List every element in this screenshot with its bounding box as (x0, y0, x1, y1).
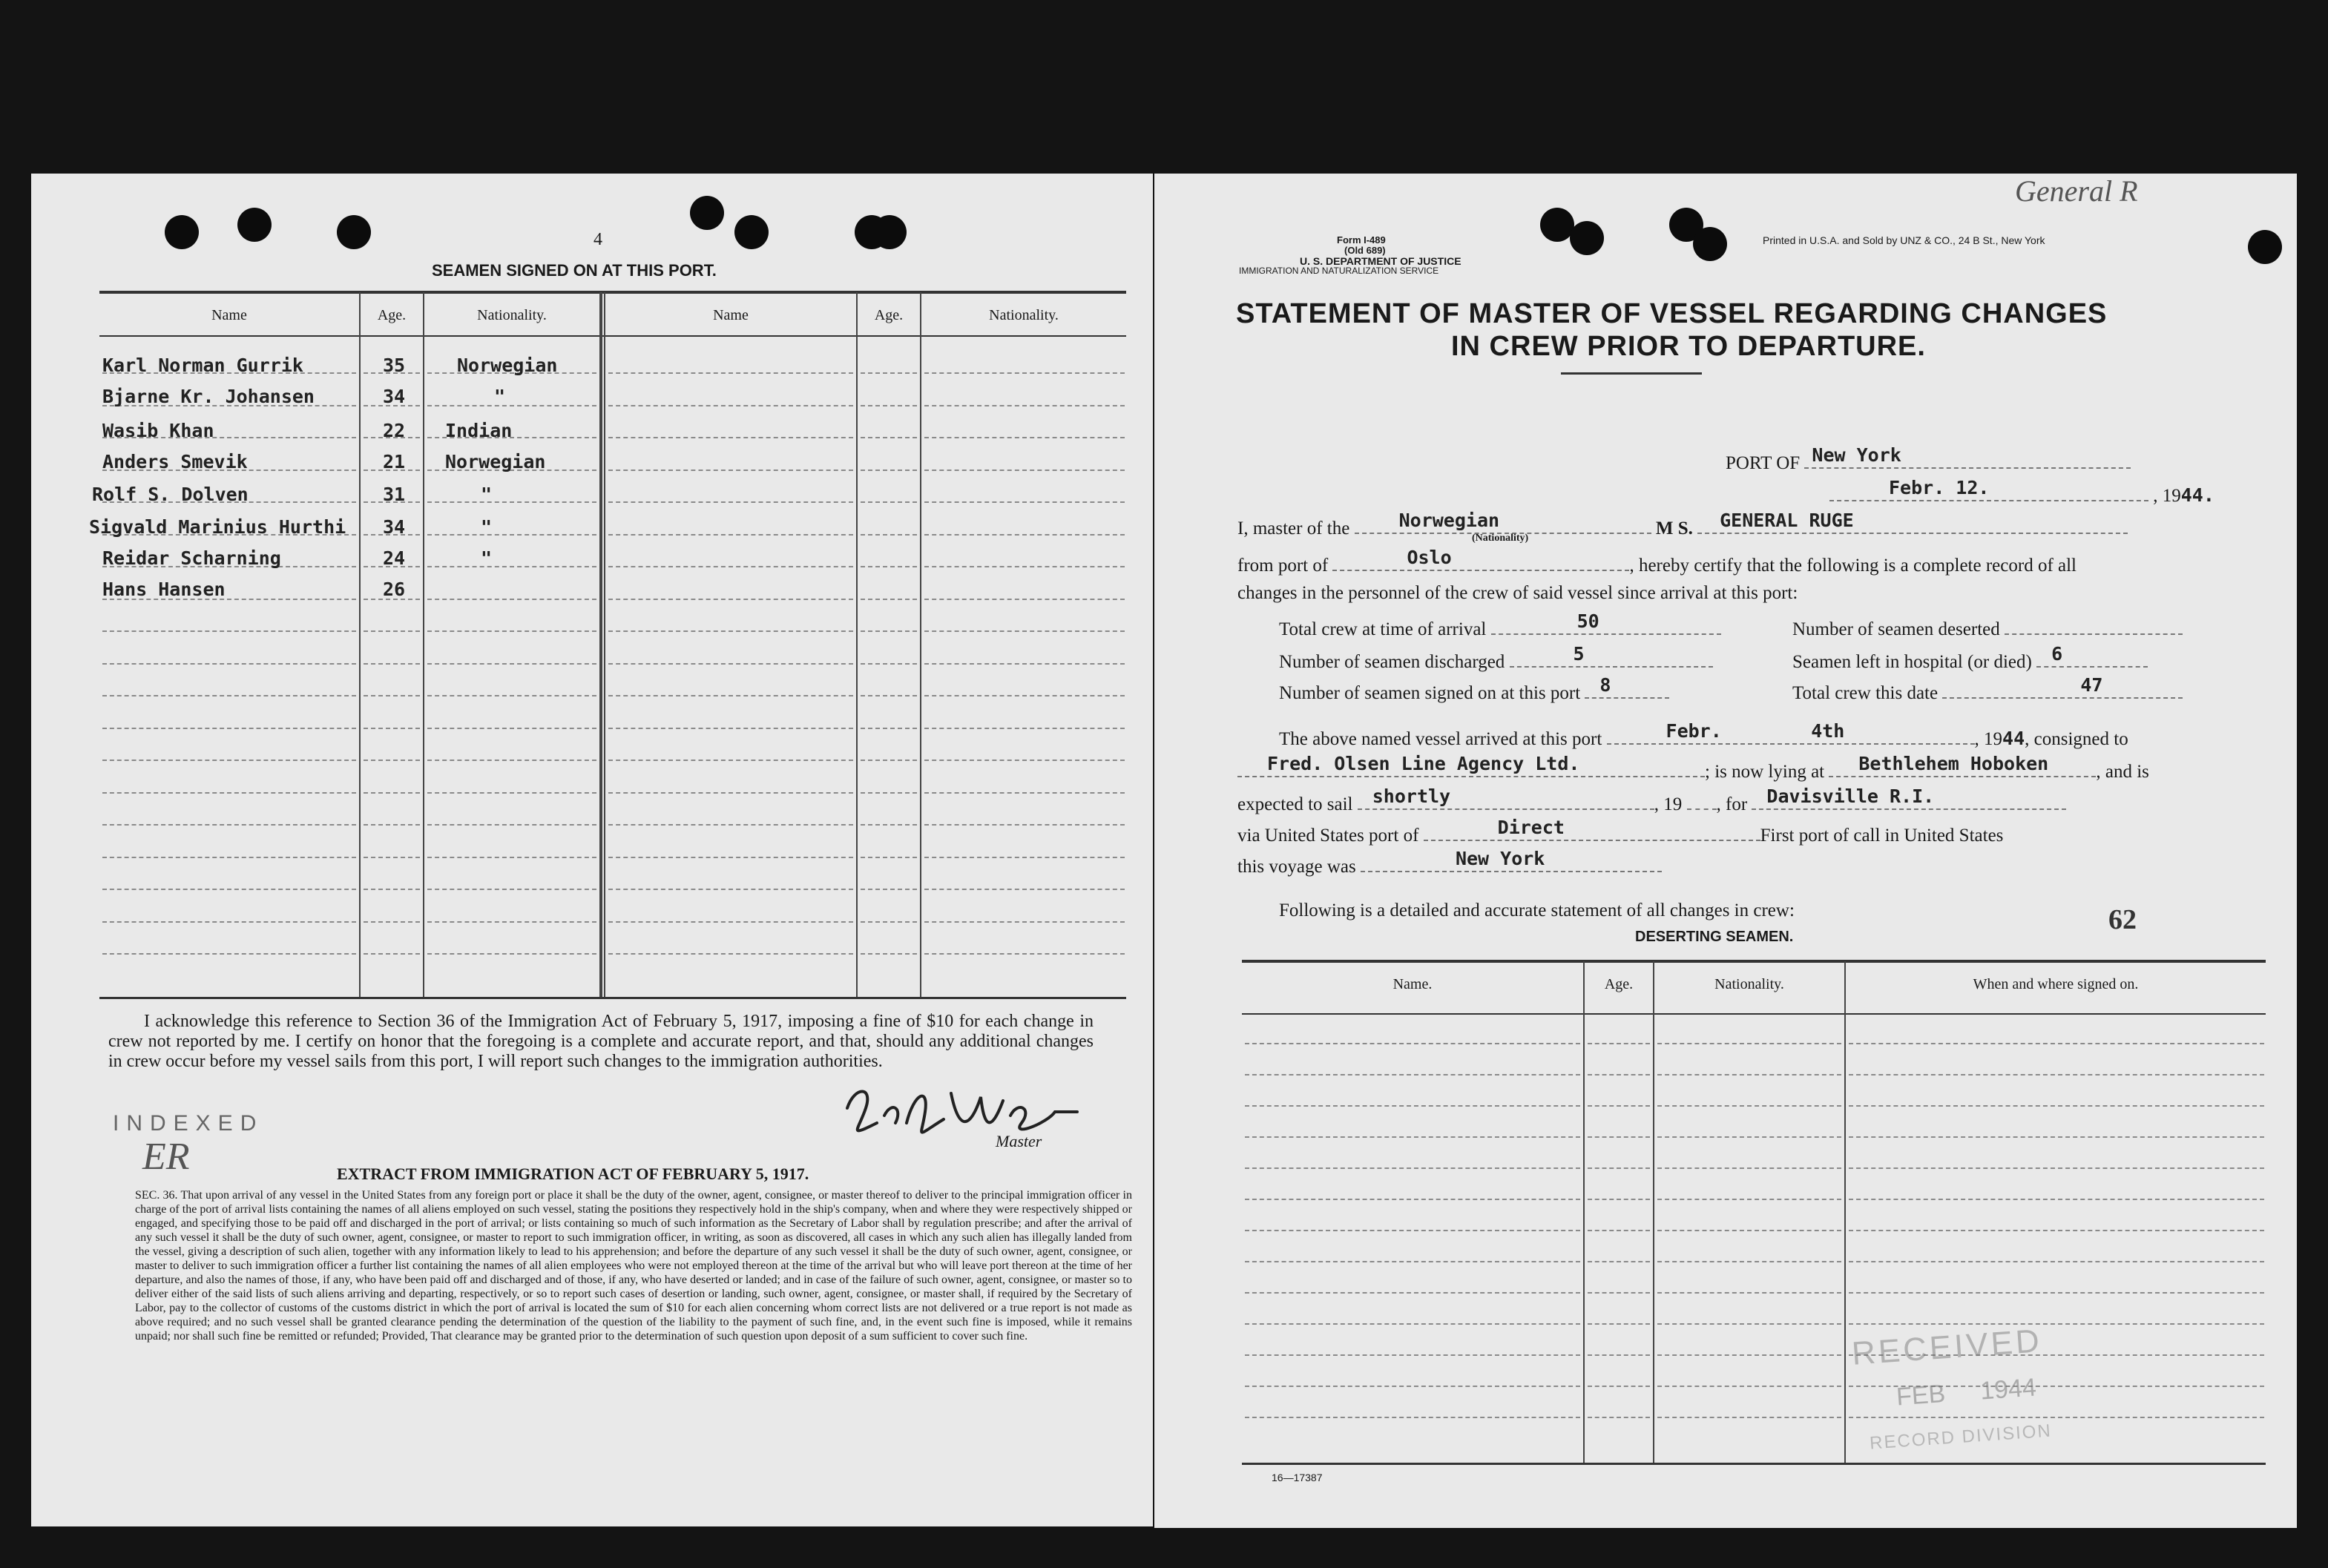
punch-hole (2248, 230, 2282, 264)
row-rule (608, 728, 853, 729)
row-rule (364, 728, 420, 729)
row-rule (427, 921, 596, 923)
seaman-age: 26 (383, 579, 406, 600)
row-rule (1657, 1167, 1841, 1169)
row-rule (1657, 1354, 1841, 1356)
handwritten-vessel-note: General R (2015, 174, 2138, 208)
column-divider (423, 292, 424, 997)
first-call-label: First port of call in United States (1760, 826, 2004, 846)
form-old-number: (Old 689) (1344, 245, 1386, 256)
row-rule (608, 405, 853, 406)
seaman-name: Anders Smevik (102, 451, 248, 472)
row-rule (427, 405, 596, 406)
row-rule (608, 501, 853, 503)
row-rule (1245, 1136, 1580, 1138)
seaman-nationality: " (481, 547, 493, 569)
row-rule (861, 566, 917, 567)
row-rule (924, 470, 1125, 471)
row-rule (427, 630, 596, 632)
page-number: 4 (593, 230, 602, 249)
row-rule (427, 760, 596, 761)
extract-title: EXTRACT FROM IMMIGRATION ACT OF FEBRUARY 5, 1917. (337, 1165, 809, 1183)
table-header-rule (99, 335, 1126, 337)
row-rule (364, 889, 420, 890)
row-rule (861, 470, 917, 471)
row-rule (924, 695, 1125, 696)
row-rule (608, 566, 853, 567)
row-rule (608, 470, 853, 471)
punch-hole (1570, 221, 1604, 255)
column-divider (1583, 961, 1585, 1463)
table-bottom-rule (99, 997, 1126, 999)
indexed-initials: ER (142, 1136, 190, 1178)
row-rule (861, 728, 917, 729)
year-value: 44. (2180, 484, 2214, 506)
discharged-row (1279, 643, 1713, 673)
row-rule (608, 760, 853, 761)
column-divider (359, 292, 361, 997)
seaman-age: 22 (383, 420, 406, 441)
row-rule (1588, 1417, 1650, 1418)
row-rule (861, 953, 917, 955)
port-of-label: PORT OF (1726, 453, 1801, 473)
sail-row (1237, 785, 2066, 815)
hospital-value: 6 (2051, 643, 2063, 665)
row-rule (608, 630, 853, 632)
row-rule (1588, 1043, 1650, 1044)
row-rule (1849, 1043, 2264, 1044)
discharged-value: 5 (1573, 643, 1585, 665)
consignee-value: Fred. Olsen Line Agency Ltd. (1267, 753, 1580, 774)
signed-label: Number of seamen signed on at this port (1279, 683, 1581, 703)
row-rule (427, 857, 596, 858)
service: IMMIGRATION AND NATURALIZATION SERVICE (1239, 266, 1439, 276)
row-rule (427, 889, 596, 890)
row-rule (1245, 1354, 1580, 1356)
total-arrival-row (1279, 610, 1721, 640)
row-rule (102, 630, 356, 632)
sail-year-prefix: , 19 (1654, 794, 1683, 814)
punch-hole (337, 215, 371, 249)
row-rule (364, 663, 420, 665)
row-rule (861, 824, 917, 826)
master-of-label: I, master of the (1237, 518, 1350, 538)
row-rule (608, 663, 853, 665)
row-rule (861, 437, 917, 438)
row-rule (1588, 1323, 1650, 1325)
row-rule (924, 599, 1125, 600)
row-rule (608, 792, 853, 794)
row-rule (102, 889, 356, 890)
received-date: FEB 1944 (1895, 1373, 2038, 1411)
row-rule (1657, 1417, 1841, 1418)
row-rule (608, 889, 853, 890)
row-rule (608, 437, 853, 438)
row-rule (427, 792, 596, 794)
from-port-label: from port of (1237, 556, 1329, 576)
column-header-nationality: Nationality. (1714, 976, 1784, 992)
department: U. S. DEPARTMENT OF JUSTICE (1300, 255, 1461, 267)
year-prefix: , 19 (2153, 486, 2181, 506)
column-divider (599, 292, 602, 997)
form-title-line-1: STATEMENT OF MASTER OF VESSEL REGARDING CHANGES (1236, 298, 2108, 329)
date-row (1829, 477, 2214, 507)
row-rule (1245, 1292, 1580, 1294)
row-rule (1245, 1386, 1580, 1387)
row-rule (924, 405, 1125, 406)
row-rule (924, 728, 1125, 729)
row-rule (102, 728, 356, 729)
consigned-label: , consigned to (2025, 729, 2128, 749)
row-rule (924, 792, 1125, 794)
seaman-age: 31 (383, 484, 406, 505)
row-rule (1657, 1136, 1841, 1138)
form-code: 16—17387 (1272, 1472, 1323, 1483)
date-value: Febr. 12. (1889, 477, 1990, 498)
row-rule (427, 953, 596, 955)
seaman-name: Sigvald Marinius Hurthi (89, 516, 346, 538)
arrived-year-prefix: , 19 (1974, 729, 2003, 749)
via-port-value: Direct (1497, 817, 1565, 838)
row-rule (924, 534, 1125, 536)
row-rule (1245, 1105, 1580, 1107)
row-rule (924, 953, 1125, 955)
sheet-number: 62 (2108, 904, 2137, 935)
row-rule (102, 953, 356, 955)
from-port-row (1237, 547, 2077, 576)
column-divider (1844, 961, 1846, 1463)
following-text: Following is a detailed and accurate statement of all changes in crew: (1279, 900, 1795, 920)
seaman-name: Hans Hansen (102, 579, 226, 600)
expected-label: expected to sail (1237, 794, 1353, 814)
row-rule (1849, 1074, 2264, 1075)
row-rule (1588, 1074, 1650, 1075)
voyage-value: New York (1455, 848, 1545, 869)
column-header-name: Name. (1392, 976, 1433, 992)
row-rule (608, 372, 853, 374)
sail-value: shortly (1372, 785, 1451, 807)
master-signature (832, 1078, 1085, 1145)
column-header-age: Age. (377, 307, 407, 323)
row-rule (861, 663, 917, 665)
row-rule (427, 566, 596, 567)
via-row (1237, 817, 2004, 846)
total-arrival-value: 50 (1576, 610, 1599, 632)
column-header-name: Name (713, 307, 749, 323)
arrived-date: Febr. 4th (1666, 720, 1845, 742)
table-header-rule (1242, 1013, 2266, 1015)
extract-paragraph: SEC. 36. That upon arrival of any vessel in the United States from any foreign port or place it shall be the duty of the owner, agent, consignee, or master thereof to deliver to the principal immigration officer in charge of the port of arrival lists containing the names of all aliens employed on such vessel, stating the positions they respectively hold in the ship's company, when and where they were respectively shipped or engaged, and specifying those to be paid off and discharged in the port of arrival; or lists containing so much of such information as the Secretary of Labor shall by regulation prescribe; and after the arrival of any such vessel it shall be the duty of such owner, agent, consignee, or master to report to such immigration officer, in writing, as soon as discovered, all cases in which any such alien has illegally landed from the vessel, giving a description of such alien, together with any information likely to lead to his apprehension; and before the departure of any such vessel it shall be the duty of such owner, agent, consignee, or master to deliver to such immigration officer a further list containing the names of all alien employees who were not employed thereon at the time of the arrival but who will leave port thereon at the time of her departure, and also the names of those, if any, who have been paid off and discharged and of those, if any, who have deserted or landed; and in case of the failure of such owner, agent, consignee, or master so to deliver either of the said lists of such aliens arriving and departing, respectively, or so to report such cases of desertion or landing, such owner, agent, consignee, or master shall, if required by the Secretary of Labor, pay to the collector of customs of the customs district in which the port of arrival is located the sum of $10 for each alien concerning whom correct lists are not delivered or a true report is not made as above required; and no such vessel shall be granted clearance pending the determination of the question of the liability to the payment of such fine, and, in the event such fine is imposed, while it remains unpaid; nor shall such fine be remitted or refunded; Provided, That clearance may be granted prior to the determination of such question upon deposit of a sum sufficient to cover such fine. (135, 1189, 1132, 1343)
row-rule (102, 695, 356, 696)
row-rule (924, 630, 1125, 632)
column-divider (604, 292, 605, 997)
row-rule (102, 663, 356, 665)
row-rule (1588, 1230, 1650, 1231)
row-rule (1849, 1292, 2264, 1294)
destination-value: Davisville R.I. (1766, 785, 1935, 807)
punch-hole (1693, 227, 1727, 261)
row-rule (924, 760, 1125, 761)
row-rule (861, 792, 917, 794)
row-rule (364, 921, 420, 923)
seaman-nationality: Norwegian (445, 451, 546, 472)
certify-text: , hereby certify that the following is a complete record of all (1629, 556, 2077, 576)
row-rule (924, 889, 1125, 890)
row-rule (102, 760, 356, 761)
row-rule (364, 953, 420, 955)
lying-label: ; is now lying at (1705, 762, 1825, 782)
deserted-row (1792, 614, 2183, 640)
received-division: RECORD DIVISION (1869, 1420, 2053, 1454)
certify-text-2: changes in the personnel of the crew of said vessel since arrival at this port: (1237, 583, 1798, 603)
row-rule (1657, 1292, 1841, 1294)
row-rule (1849, 1230, 2264, 1231)
vessel-type: M S. (1655, 518, 1693, 538)
printer-credit: Printed in U.S.A. and Sold by UNZ & CO., 24 B St., New York (1763, 234, 2045, 246)
total-date-row (1792, 674, 2183, 704)
row-rule (1657, 1043, 1841, 1044)
row-rule (1657, 1199, 1841, 1200)
table-top-rule (99, 291, 1126, 294)
master-row (1237, 510, 2128, 539)
arrived-label: The above named vessel arrived at this port (1279, 729, 1602, 749)
seaman-name: Wasib Khan (102, 420, 214, 441)
row-rule (1849, 1261, 2264, 1262)
row-rule (364, 760, 420, 761)
row-rule (861, 372, 917, 374)
row-rule (861, 857, 917, 858)
from-port-value: Oslo (1407, 547, 1452, 568)
row-rule (924, 437, 1125, 438)
seaman-age: 34 (383, 516, 406, 538)
row-rule (861, 501, 917, 503)
deserting-title: DESERTING SEAMEN. (1635, 929, 1794, 945)
row-rule (1245, 1199, 1580, 1200)
acknowledgement-paragraph: I acknowledge this reference to Section 36 of the Immigration Act of February 5, 1917, imposing a fine of $10 for each change in crew not reported by me. I certify on honor that the foregoing is a complete and accurate report, and that, should any additional changes in crew occur before my vessel sails from this port, I will report such changes to the immigration authorities. (108, 1012, 1094, 1071)
row-rule (924, 921, 1125, 923)
column-divider (856, 292, 858, 997)
seaman-nationality: Indian (445, 420, 513, 441)
master-label: Master (996, 1132, 1042, 1150)
seaman-age: 35 (383, 355, 406, 376)
punch-hole (872, 215, 907, 249)
seaman-age: 21 (383, 451, 406, 472)
received-stamp: RECEIVED (1850, 1322, 2044, 1372)
column-divider (1653, 961, 1654, 1463)
signed-value: 8 (1599, 674, 1611, 696)
row-rule (1849, 1136, 2264, 1138)
column-header-signed-on: When and where signed on. (1973, 976, 2139, 992)
form-title-line-2: IN CREW PRIOR TO DEPARTURE. (1451, 331, 1926, 362)
table-top-rule (1242, 960, 2266, 963)
hospital-row (1792, 643, 2148, 673)
left-page (31, 174, 1153, 1526)
row-rule (1588, 1354, 1650, 1356)
row-rule (427, 534, 596, 536)
row-rule (861, 760, 917, 761)
row-rule (1657, 1323, 1841, 1325)
seaman-age: 24 (383, 547, 406, 569)
nationality-caption: (Nationality) (1472, 533, 1529, 544)
arrived-row (1279, 720, 2128, 750)
punch-hole (165, 215, 199, 249)
vessel-name: GENERAL RUGE (1720, 510, 1854, 531)
punch-hole (690, 196, 724, 230)
row-rule (861, 889, 917, 890)
row-rule (1245, 1261, 1580, 1262)
row-rule (364, 630, 420, 632)
section-title: SEAMEN SIGNED ON AT THIS PORT. (432, 261, 717, 280)
column-header-age: Age. (874, 307, 904, 323)
lying-at-value: Bethlehem Hoboken (1858, 753, 2049, 774)
nationality-value: Norwegian (1398, 510, 1500, 531)
row-rule (608, 857, 853, 858)
row-rule (364, 824, 420, 826)
and-is-label: , and is (2096, 762, 2149, 782)
row-rule (364, 792, 420, 794)
row-rule (608, 953, 853, 955)
row-rule (1245, 1417, 1580, 1418)
indexed-stamp: INDEXED (113, 1111, 264, 1136)
row-rule (427, 695, 596, 696)
voyage-label: this voyage was (1237, 857, 1356, 877)
row-rule (608, 534, 853, 536)
row-rule (1588, 1386, 1650, 1387)
row-rule (1657, 1261, 1841, 1262)
row-rule (1588, 1261, 1650, 1262)
row-rule (608, 599, 853, 600)
row-rule (1849, 1417, 2264, 1418)
signed-row (1279, 674, 1669, 704)
row-rule (1245, 1167, 1580, 1169)
row-rule (924, 824, 1125, 826)
row-rule (364, 695, 420, 696)
row-rule (102, 824, 356, 826)
row-rule (102, 857, 356, 858)
column-header-name: Name (211, 307, 247, 323)
total-date-label: Total crew this date (1792, 683, 1939, 703)
row-rule (924, 857, 1125, 858)
seaman-nationality: " (494, 386, 506, 407)
seaman-name: Reidar Scharning (102, 547, 281, 569)
column-divider (920, 292, 921, 997)
seaman-nationality: " (481, 516, 493, 538)
row-rule (861, 599, 917, 600)
row-rule (861, 695, 917, 696)
row-rule (1849, 1199, 2264, 1200)
via-label: via United States port of (1237, 826, 1419, 846)
right-page (1154, 174, 2297, 1528)
total-date-value: 47 (2080, 674, 2103, 696)
row-rule (102, 921, 356, 923)
row-rule (1849, 1105, 2264, 1107)
row-rule (924, 663, 1125, 665)
row-rule (861, 630, 917, 632)
row-rule (427, 501, 596, 503)
arrived-year: 44 (2002, 728, 2025, 749)
seaman-age: 34 (383, 386, 406, 407)
row-rule (608, 824, 853, 826)
row-rule (364, 857, 420, 858)
row-rule (861, 921, 917, 923)
row-rule (608, 695, 853, 696)
row-rule (1657, 1074, 1841, 1075)
punch-hole (734, 215, 769, 249)
port-row (1726, 444, 2131, 474)
table-bottom-rule (1242, 1463, 2266, 1465)
row-rule (1849, 1167, 2264, 1169)
row-rule (1849, 1323, 2264, 1325)
seaman-nationality: Norwegian (457, 355, 558, 376)
hospital-label: Seamen left in hospital (or died) (1792, 652, 2032, 672)
voyage-row (1237, 848, 1662, 877)
row-rule (1588, 1136, 1650, 1138)
discharged-label: Number of seamen discharged (1279, 652, 1505, 672)
row-rule (1657, 1386, 1841, 1387)
row-rule (1588, 1167, 1650, 1169)
row-rule (924, 372, 1125, 374)
row-rule (427, 599, 596, 600)
deserted-label: Number of seamen deserted (1792, 619, 2000, 639)
row-rule (1588, 1199, 1650, 1200)
total-arrival-label: Total crew at time of arrival (1279, 619, 1487, 639)
seaman-name: Karl Norman Gurrik (102, 355, 303, 376)
row-rule (1245, 1043, 1580, 1044)
row-rule (924, 566, 1125, 567)
port-value: New York (1812, 444, 1901, 466)
column-header-nationality: Nationality. (989, 307, 1059, 323)
row-rule (1657, 1230, 1841, 1231)
column-header-age: Age. (1604, 976, 1634, 992)
row-rule (924, 501, 1125, 503)
for-label: , for (1716, 794, 1748, 814)
row-rule (608, 921, 853, 923)
title-underline (1561, 372, 1702, 375)
consignee-row (1237, 753, 2149, 783)
row-rule (427, 824, 596, 826)
seaman-name: Bjarne Kr. Johansen (102, 386, 315, 407)
row-rule (427, 728, 596, 729)
punch-hole (237, 208, 272, 242)
row-rule (1657, 1105, 1841, 1107)
row-rule (1245, 1074, 1580, 1075)
seaman-name: Rolf S. Dolven (92, 484, 249, 505)
row-rule (427, 663, 596, 665)
row-rule (861, 405, 917, 406)
row-rule (1245, 1323, 1580, 1325)
row-rule (1588, 1292, 1650, 1294)
column-header-nationality: Nationality. (477, 307, 547, 323)
row-rule (1588, 1105, 1650, 1107)
row-rule (1245, 1230, 1580, 1231)
row-rule (102, 792, 356, 794)
seaman-nationality: " (481, 484, 493, 505)
row-rule (861, 534, 917, 536)
form-number: Form I-489 (1337, 234, 1386, 246)
